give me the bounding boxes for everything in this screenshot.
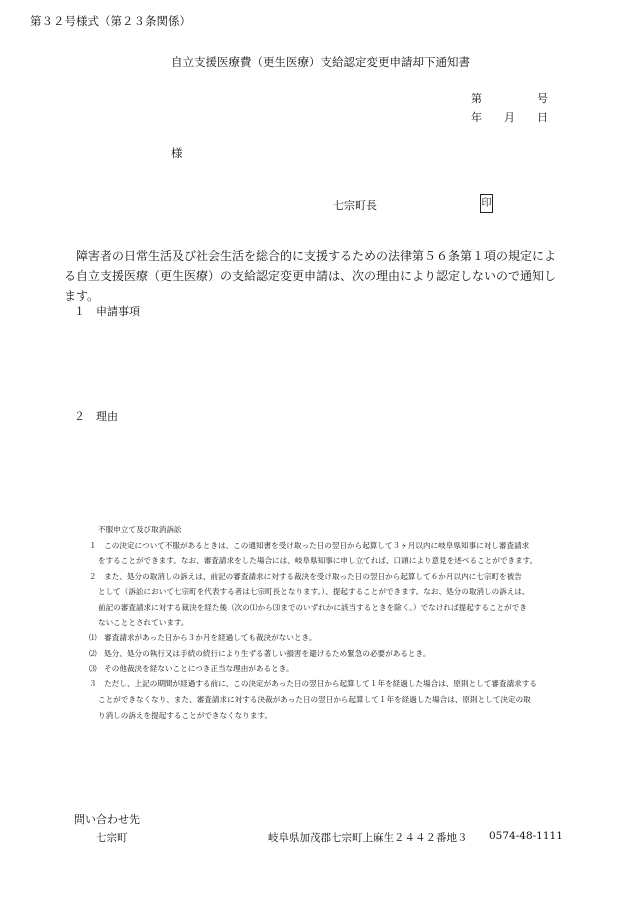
date-day-label: 日 [537, 111, 548, 124]
contact-phone: 0574-48-1111 [489, 830, 563, 842]
document-number-prefix: 第 [471, 92, 482, 105]
issuer-name: 七宗町長 [333, 199, 377, 212]
appeal-notice-line: ないこととされています。 [98, 618, 189, 627]
contact-address: 岐阜県加茂郡七宗町上麻生２４４２番地３ [268, 832, 468, 844]
appeal-notice-line: ことができなくなり、また、審査請求に対する決裁があった日の翌日から起算して１年を経過した場合は、原則として決定の取 [98, 695, 531, 704]
appeal-notice-line: ⑵ 処分、処分の執行又は手続の続行により生ずる著しい損害を避けるため緊急の必要があるとき。 [89, 649, 431, 658]
appeal-notice-line: り消しの訴えを提起することができなくなります。 [98, 711, 273, 720]
appeal-notice-line: ⑶ その他裁決を経ないことにつき正当な理由があるとき。 [89, 664, 294, 673]
appeal-notice-line: として（訴訟において七宗町を代表する者は七宗町長となります。）、提起することができます。なお、処分の取消しの訴えは、 [98, 587, 530, 596]
recipient-honorific: 様 [171, 146, 183, 160]
appeal-notice-line: １ この決定について不服があるときは、この通知書を受け取った日の翌日から起算して３ヶ月以内に岐阜県知事に対し審査請求 [89, 541, 530, 550]
appeal-notice-line: をすることができます。なお、審査請求をした場合には、岐阜県知事に申し立てれば、口頭により意見を述べることができます。 [98, 556, 538, 565]
appeal-notice-line: ２ また、処分の取消しの訴えは、前記の審査請求に対する裁決を受け取った日の翌日から起算して６か月以内に七宗町を被告 [89, 572, 522, 581]
appeal-notice-line: ３ ただし、上記の期間が経過する前に、この決定があった日の翌日から起算して１年を経過した場合は、原則として審査請求する [89, 679, 537, 688]
seal-stamp: 印 [480, 194, 493, 213]
appeal-notice-heading: 不服申立て及び取消訴訟 [98, 525, 182, 534]
date-month-label: 月 [504, 111, 515, 124]
section-reason: ２ 理由 [74, 410, 118, 423]
form-number: 第３２号様式（第２３条関係） [30, 14, 191, 28]
section-application-items: １ 申請事項 [74, 305, 140, 318]
appeal-notice-line: ⑴ 審査請求があった日から３か月を経過しても裁決がないとき。 [89, 633, 317, 642]
contact-label: 問い合わせ先 [74, 813, 140, 826]
contact-town: 七宗町 [96, 832, 128, 844]
appeal-notice-line: 前記の審査請求に対する裁決を経た後（次の⑴から⑶までのいずれかに該当するときを除く。）でなければ提起することができ [98, 603, 527, 612]
document-title: 自立支援医療費（更生医療）支給認定変更申請却下通知書 [171, 55, 470, 69]
date-year-label: 年 [471, 111, 482, 124]
document-number-suffix: 号 [537, 92, 548, 105]
notice-body: 障害者の日常生活及び社会生活を総合的に支援するための法律第５６条第１項の規定による自立支援医療（更生医療）の支給認定変更申請は、次の理由により認定しないので通知します。 [64, 249, 557, 303]
